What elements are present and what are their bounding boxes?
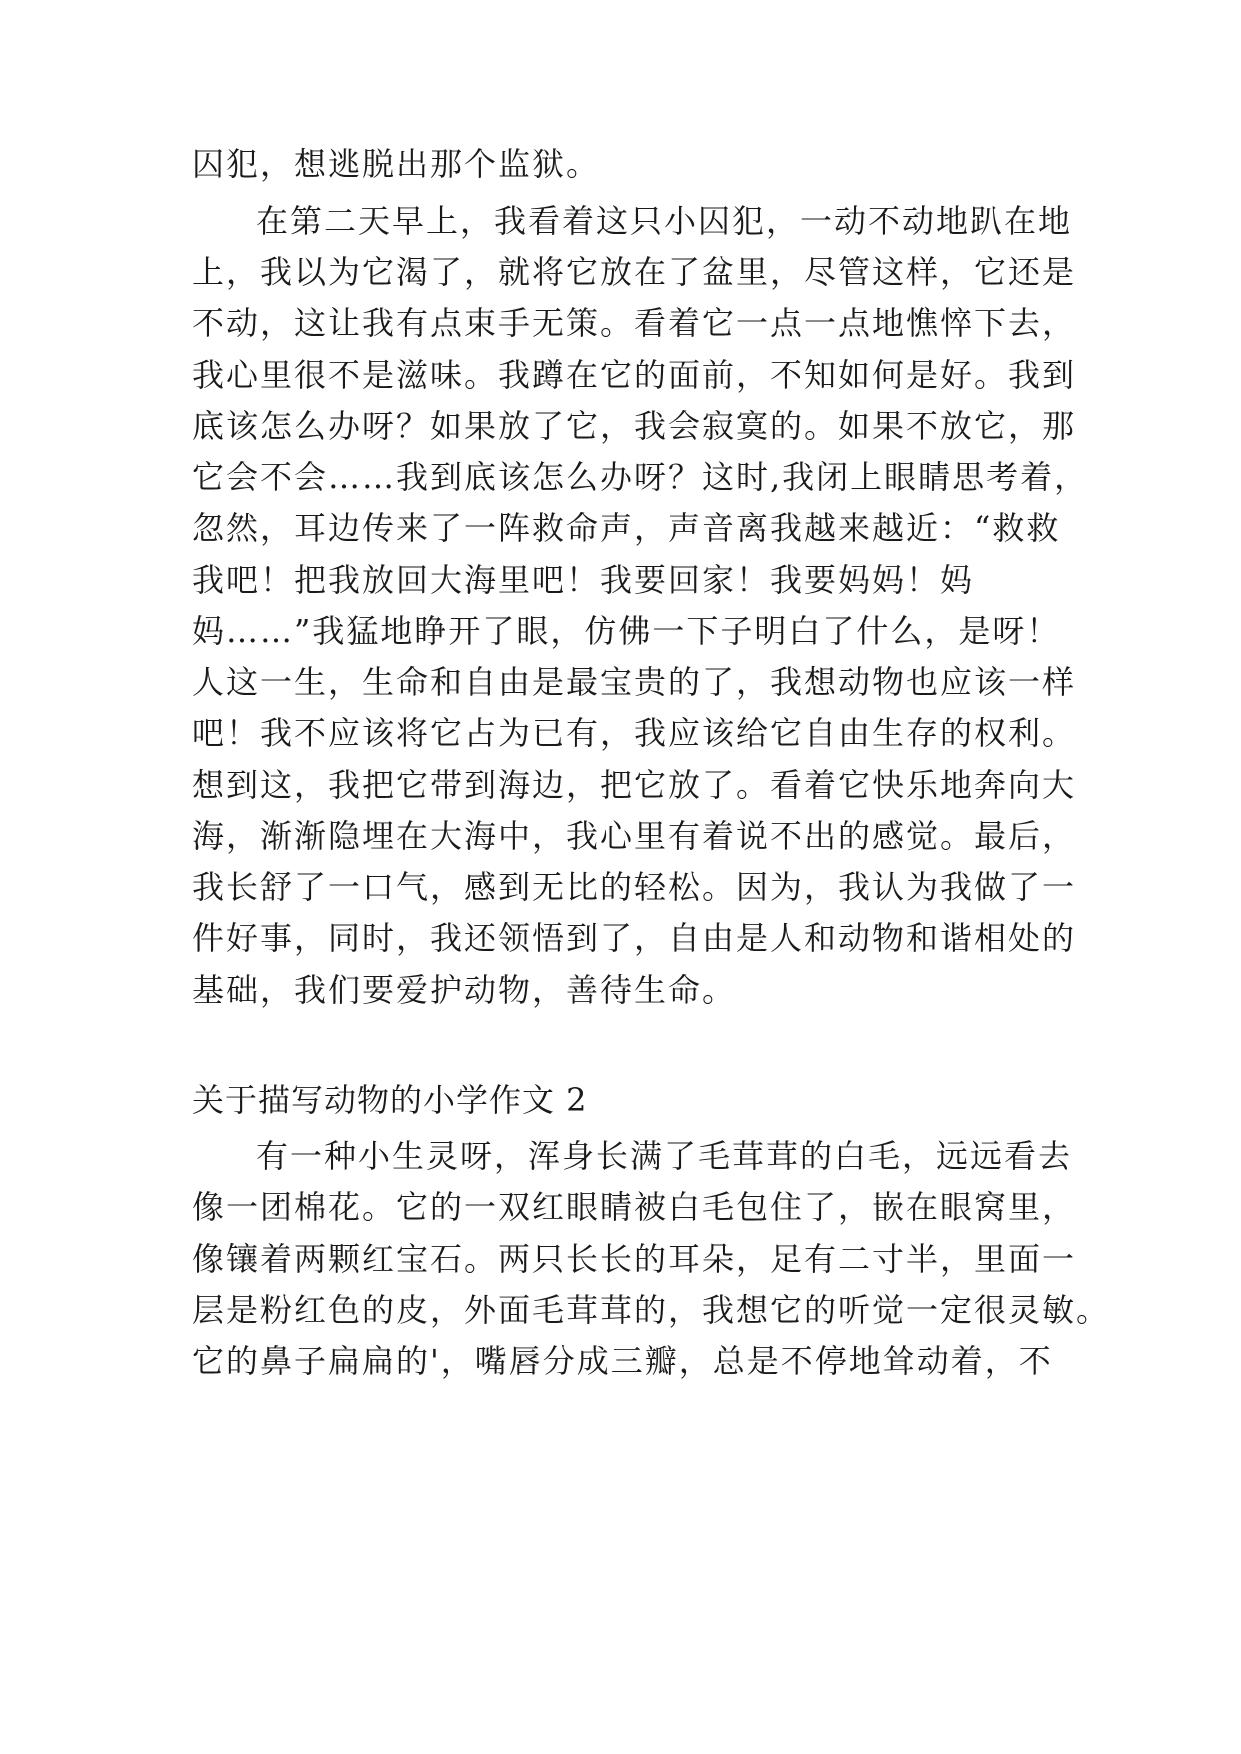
text-line: 吧！我不应该将它占为已有，我应该给它自由生存的权利。 xyxy=(192,714,1077,752)
text-line: 我吧！把我放回大海里吧！我要回家！我要妈妈！妈 xyxy=(192,561,975,599)
text-line: 想到这，我把它带到海边，把它放了。看着它快乐地奔向大 xyxy=(192,766,1077,804)
paragraph-first-line: 有一种小生灵呀，浑身长满了毛茸茸的白毛，远远看去 xyxy=(256,1137,1073,1175)
text-line: 它会不会……我到底该怎么办呀？这时,我闭上眼睛思考着， xyxy=(192,458,1089,496)
text-line: 层是粉红色的皮，外面毛茸茸的，我想它的听觉一定很灵敏。 xyxy=(192,1291,1111,1329)
text-line: 底该怎么办呀？如果放了它，我会寂寞的。如果不放它，那 xyxy=(192,407,1077,445)
text-line: 不动，这让我有点束手无策。看着它一点一点地憔悴下去， xyxy=(192,304,1077,342)
text-line: 它的鼻子扁扁的'，嘴唇分成三瓣，总是不停地耸动着，不 xyxy=(192,1342,1053,1380)
text-line: 我长舒了一口气，感到无比的轻松。因为，我认为我做了一 xyxy=(192,868,1077,906)
text-line: 上，我以为它渴了，就将它放在了盆里，尽管这样，它还是 xyxy=(192,253,1077,291)
text-line: 像镶着两颗红宝石。两只长长的耳朵，足有二寸半，里面一 xyxy=(192,1240,1077,1278)
text-line: 人这一生，生命和自由是最宝贵的了，我想动物也应该一样 xyxy=(192,663,1077,701)
text-line: 件好事，同时，我还领悟到了，自由是人和动物和谐相处的 xyxy=(192,919,1077,957)
text-line: 忽然，耳边传来了一阵救命声，声音离我越来越近：“救救 xyxy=(192,509,1061,547)
paragraph-first-line: 在第二天早上，我看着这只小囚犯，一动不动地趴在地 xyxy=(256,202,1073,240)
text-line: 妈……”我猛地睁开了眼，仿佛一下子明白了什么，是呀！ xyxy=(192,612,1061,650)
text-line: 基础，我们要爱护动物，善待生命。 xyxy=(192,971,737,1009)
text-line: 海，渐渐隐埋在大海中，我心里有着说不出的感觉。最后， xyxy=(192,817,1077,855)
section-heading: 关于描写动物的小学作文 2 xyxy=(192,1081,588,1119)
text-line: 我心里很不是滋味。我蹲在它的面前，不知如何是好。我到 xyxy=(192,356,1077,394)
text-line: 像一团棉花。它的一双红眼睛被白毛包住了，嵌在眼窝里， xyxy=(192,1188,1077,1226)
text-line: 囚犯，想逃脱出那个监狱。 xyxy=(192,145,601,183)
